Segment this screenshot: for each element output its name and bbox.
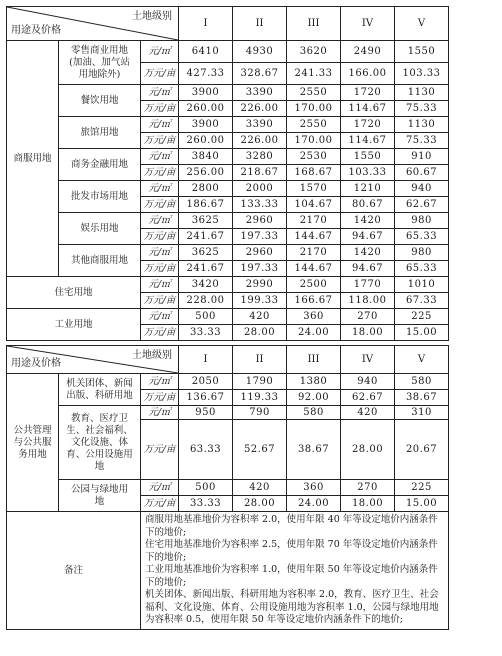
- price-value: 270: [341, 480, 395, 496]
- unit-label: 元/㎡: [141, 85, 179, 101]
- notes-content: [141, 512, 449, 630]
- price-value: 114.67: [341, 101, 395, 117]
- price-value: 420: [233, 309, 287, 325]
- price-value: 2990: [233, 277, 287, 293]
- unit-label: 元/㎡: [141, 181, 179, 197]
- price-value: 2800: [179, 181, 233, 197]
- price-value: 18.00: [341, 325, 395, 341]
- price-value: 270: [341, 309, 395, 325]
- unit-label: 元/㎡: [141, 149, 179, 165]
- unit-label: 万元/亩: [141, 197, 179, 213]
- price-value: 15.00: [395, 325, 449, 341]
- usage-price-header: 用途及价格: [11, 25, 61, 36]
- price-value: 114.67: [341, 133, 395, 149]
- price-value: 260.00: [179, 101, 233, 117]
- land-level-header: 土地级别: [132, 350, 173, 361]
- level-header: I: [179, 7, 233, 41]
- price-value: 92.00: [287, 390, 341, 406]
- price-value: 225: [395, 480, 449, 496]
- price-value: 790: [233, 406, 287, 420]
- unit-label: 万元/亩: [141, 325, 179, 341]
- note-line: 工业用地基准地价为容积率 1.0，使用年限 50 年等设定地价内涵条件下的地价;: [145, 564, 438, 588]
- level-header: II: [233, 7, 287, 41]
- price-value: 144.67: [287, 229, 341, 245]
- table-header-corner: [7, 7, 179, 41]
- table-row: [7, 480, 449, 496]
- price-value: 3420: [179, 277, 233, 293]
- unit-label: 万元/亩: [141, 63, 179, 85]
- price-value: 1420: [341, 245, 395, 261]
- price-value: 60.67: [395, 165, 449, 181]
- price-value: 310: [395, 406, 449, 420]
- level-header: I: [179, 346, 233, 374]
- unit-label: 万元/亩: [141, 420, 179, 480]
- price-value: 118.00: [341, 293, 395, 309]
- land-use-label: 旅馆用地: [59, 117, 141, 149]
- table-row: [7, 309, 449, 325]
- price-value: 1210: [341, 181, 395, 197]
- price-value: 33.33: [179, 325, 233, 341]
- price-value: 580: [395, 374, 449, 390]
- price-value: 427.33: [179, 63, 233, 85]
- price-value: 360: [287, 309, 341, 325]
- price-value: 170.00: [287, 101, 341, 117]
- price-value: 75.33: [395, 133, 449, 149]
- price-value: 241.67: [179, 261, 233, 277]
- land-use-label: 娱乐用地: [59, 213, 141, 245]
- notes-row: [7, 512, 449, 630]
- price-value: 2550: [287, 117, 341, 133]
- price-value: 360: [287, 480, 341, 496]
- price-value: 80.67: [341, 197, 395, 213]
- price-value: 1380: [287, 374, 341, 390]
- price-value: 2170: [287, 245, 341, 261]
- land-use-label: 餐饮用地: [59, 85, 141, 117]
- price-value: 1720: [341, 117, 395, 133]
- unit-label: 元/㎡: [141, 374, 179, 390]
- price-value: 33.33: [179, 496, 233, 512]
- price-value: 94.67: [341, 229, 395, 245]
- price-value: 67.33: [395, 293, 449, 309]
- land-level-header: 土地级别: [132, 11, 173, 22]
- price-value: 3625: [179, 213, 233, 229]
- price-value: 144.67: [287, 261, 341, 277]
- price-value: 28.00: [233, 325, 287, 341]
- table-row: [7, 245, 449, 261]
- price-value: 2490: [341, 41, 395, 63]
- price-value: 199.33: [233, 293, 287, 309]
- table-row: [7, 406, 449, 420]
- price-value: 3390: [233, 85, 287, 101]
- price-value: 256.00: [179, 165, 233, 181]
- note-line: 商服用地基准地价为容积率 2.0，使用年限 40 年等设定地价内涵条件下的地价;: [145, 514, 438, 538]
- price-value: 241.33: [287, 63, 341, 85]
- price-value: 980: [395, 213, 449, 229]
- price-value: 226.00: [233, 133, 287, 149]
- price-value: 168.67: [287, 165, 341, 181]
- price-value: 2500: [287, 277, 341, 293]
- price-value: 119.33: [233, 390, 287, 406]
- table-row: [7, 85, 449, 101]
- price-value: 65.33: [395, 229, 449, 245]
- price-value: 3280: [233, 149, 287, 165]
- price-value: 2000: [233, 181, 287, 197]
- price-value: 20.67: [395, 420, 449, 480]
- price-value: 62.67: [341, 390, 395, 406]
- note-line: 机关团体、新闻出版、科研用地为容积率 2.0，教育、医疗卫生、社会福利、文化设施、体育、公用设施用地为容积率 1.0，公园与绿地用地为容积率 0.5，使用年限 50 年等设定地价内涵条件下的地价;: [145, 589, 439, 626]
- unit-label: 元/㎡: [141, 41, 179, 63]
- price-value: 500: [179, 480, 233, 496]
- price-value: 166.00: [341, 63, 395, 85]
- land-price-table-2: [6, 345, 449, 630]
- land-use-label: 商务金融用地: [59, 149, 141, 181]
- level-header: II: [233, 346, 287, 374]
- price-value: 18.00: [341, 496, 395, 512]
- price-value: 52.67: [233, 420, 287, 480]
- notes-label: 备注: [7, 512, 141, 630]
- land-use-label: 批发市场用地: [59, 181, 141, 213]
- level-header: III: [287, 7, 341, 41]
- level-header: IV: [341, 7, 395, 41]
- price-value: 166.67: [287, 293, 341, 309]
- table-row: [7, 181, 449, 197]
- price-value: 133.33: [233, 197, 287, 213]
- unit-label: 元/㎡: [141, 213, 179, 229]
- level-header: III: [287, 346, 341, 374]
- usage-price-header: 用途及价格: [11, 358, 61, 369]
- price-value: 75.33: [395, 101, 449, 117]
- price-value: 2170: [287, 213, 341, 229]
- price-value: 62.67: [395, 197, 449, 213]
- price-value: 103.33: [395, 63, 449, 85]
- price-value: 500: [179, 309, 233, 325]
- price-value: 580: [287, 406, 341, 420]
- price-value: 1130: [395, 85, 449, 101]
- price-value: 136.67: [179, 390, 233, 406]
- table-header-corner: [7, 346, 179, 374]
- price-value: 197.33: [233, 229, 287, 245]
- land-use-label: 其他商服用地: [59, 245, 141, 277]
- land-use-label: 工业用地: [7, 309, 141, 341]
- price-value: 63.33: [179, 420, 233, 480]
- price-value: 186.67: [179, 197, 233, 213]
- land-use-label: 机关团体、新闻 出版、科研用地: [59, 374, 141, 406]
- unit-label: 万元/亩: [141, 390, 179, 406]
- price-value: 1130: [395, 117, 449, 133]
- land-use-label: 公园与绿地用 地: [59, 480, 141, 512]
- price-value: 24.00: [287, 325, 341, 341]
- group-label-public: 公共管理 与公共服 务用地: [7, 374, 59, 512]
- price-value: 940: [341, 374, 395, 390]
- price-value: 103.33: [341, 165, 395, 181]
- land-use-label: 教育、医疗卫 生、社会福利、 文化设施、体 育、公用设施用 地: [59, 406, 141, 480]
- price-value: 228.00: [179, 293, 233, 309]
- price-value: 225: [395, 309, 449, 325]
- group-label-commercial: 商服用地: [7, 41, 59, 277]
- unit-label: 万元/亩: [141, 229, 179, 245]
- unit-label: 元/㎡: [141, 309, 179, 325]
- price-value: 170.00: [287, 133, 341, 149]
- level-header: V: [395, 7, 449, 41]
- price-value: 940: [395, 181, 449, 197]
- price-value: 950: [179, 406, 233, 420]
- price-value: 2960: [233, 213, 287, 229]
- price-value: 420: [233, 480, 287, 496]
- price-value: 3840: [179, 149, 233, 165]
- unit-label: 元/㎡: [141, 245, 179, 261]
- price-value: 3390: [233, 117, 287, 133]
- price-value: 94.67: [341, 261, 395, 277]
- unit-label: 万元/亩: [141, 101, 179, 117]
- price-value: 1770: [341, 277, 395, 293]
- price-value: 197.33: [233, 261, 287, 277]
- price-value: 15.00: [395, 496, 449, 512]
- price-value: 1010: [395, 277, 449, 293]
- unit-label: 万元/亩: [141, 293, 179, 309]
- unit-label: 万元/亩: [141, 165, 179, 181]
- price-value: 1420: [341, 213, 395, 229]
- unit-label: 万元/亩: [141, 496, 179, 512]
- price-value: 420: [341, 406, 395, 420]
- unit-label: 万元/亩: [141, 261, 179, 277]
- price-value: 3625: [179, 245, 233, 261]
- price-value: 226.00: [233, 101, 287, 117]
- price-value: 6410: [179, 41, 233, 63]
- price-value: 104.67: [287, 197, 341, 213]
- price-value: 1790: [233, 374, 287, 390]
- unit-label: 元/㎡: [141, 480, 179, 496]
- price-value: 1720: [341, 85, 395, 101]
- price-value: 910: [395, 149, 449, 165]
- unit-label: 元/㎡: [141, 277, 179, 293]
- price-value: 2530: [287, 149, 341, 165]
- land-use-label: 住宅用地: [7, 277, 141, 309]
- table-row: [7, 277, 449, 293]
- price-value: 3620: [287, 41, 341, 63]
- price-value: 328.67: [233, 63, 287, 85]
- price-value: 1550: [341, 149, 395, 165]
- land-use-label: 零售商业用地 (加油、加气站 用地除外): [59, 41, 141, 85]
- price-value: 2050: [179, 374, 233, 390]
- price-value: 65.33: [395, 261, 449, 277]
- table-row: [7, 117, 449, 133]
- price-value: 28.00: [341, 420, 395, 480]
- price-value: 2550: [287, 85, 341, 101]
- price-value: 24.00: [287, 496, 341, 512]
- level-header: V: [395, 346, 449, 374]
- price-value: 3900: [179, 85, 233, 101]
- price-value: 241.67: [179, 229, 233, 245]
- unit-label: 元/㎡: [141, 117, 179, 133]
- table-row: [7, 213, 449, 229]
- land-price-table-1: [6, 6, 449, 341]
- price-value: 4930: [233, 41, 287, 63]
- note-line: 住宅用地基准地价为容积率 2.5，使用年限 70 年等设定地价内涵条件下的地价;: [145, 539, 438, 563]
- price-value: 28.00: [233, 496, 287, 512]
- price-value: 38.67: [395, 390, 449, 406]
- price-value: 1550: [395, 41, 449, 63]
- price-value: 1570: [287, 181, 341, 197]
- unit-label: 元/㎡: [141, 406, 179, 420]
- price-value: 3900: [179, 117, 233, 133]
- level-header: IV: [341, 346, 395, 374]
- table-row: [7, 41, 449, 63]
- price-value: 260.00: [179, 133, 233, 149]
- price-value: 980: [395, 245, 449, 261]
- table-row: [7, 374, 449, 390]
- price-value: 218.67: [233, 165, 287, 181]
- price-value: 38.67: [287, 420, 341, 480]
- unit-label: 万元/亩: [141, 133, 179, 149]
- table-row: [7, 149, 449, 165]
- price-value: 2960: [233, 245, 287, 261]
